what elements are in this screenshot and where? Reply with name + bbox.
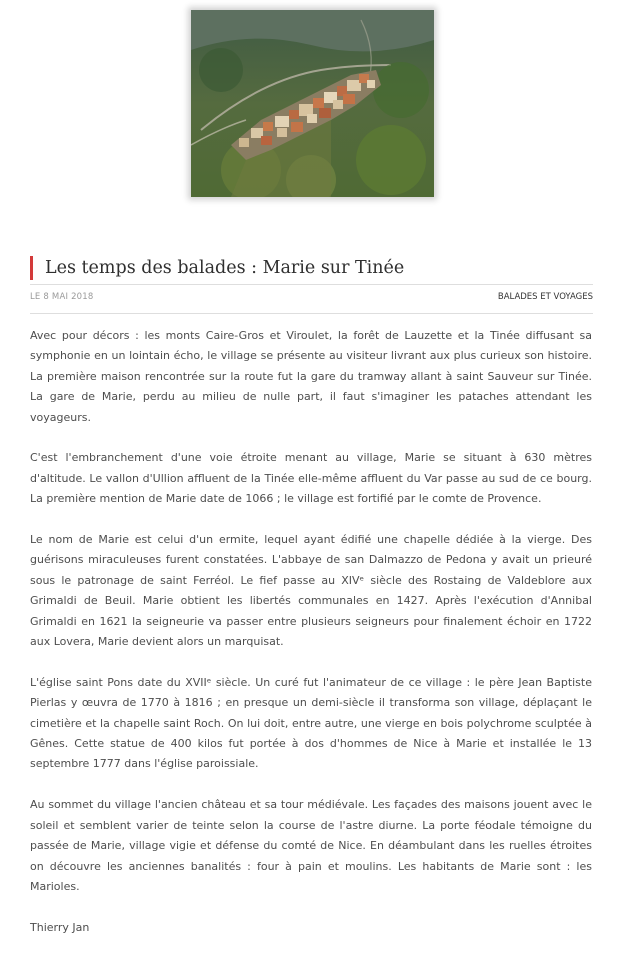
article-meta bbox=[30, 285, 593, 309]
paragraph: L'église saint Pons date du XVIIᵉ siècle. Un curé fut l'animateur de ce village : le père Jean Baptiste Pierlas y œuvra de 1770 à 1816 ; en presque un demi-siècle il transforma son village, déplaçant le cimetière et la chapelle saint Roch. On lui doit, entre autre, une vierge en bois polychrome sculptée à Gênes. Cette statue de 400 kilos fut portée à dos d'hommes de Nice à Marie et installée le 13 septembre 1777 dans l'église paroissiale. bbox=[30, 675, 592, 771]
hero-image-frame bbox=[191, 10, 434, 197]
paragraph: C'est l'embranchement d'une voie étroite menant au village, Marie se situant à 630 mètres d'altitude. Le vallon d'Ullion affluent de la Tinée elle-même affluent du Var passe au sud de ce bourg. La première mention de Marie date de 1066 ; le village est fortifié par le comte de Provence. bbox=[30, 451, 592, 506]
author-signature: Thierry Jan bbox=[30, 920, 90, 934]
paragraph: Au sommet du village l'ancien château et sa tour médiévale. Les façades des maisons jouent avec le soleil et semblent varier de teinte selon la course de l'astre diurne. La porte féodale témoigne du passée de Marie, village vigie et défense du comté de Nice. En déambulant dans les ruelles étroites on découvre les anciennes banalités : four à pain et moulins. Les habitants de Marie sont : les Marioles. bbox=[30, 798, 592, 893]
article-body bbox=[30, 326, 592, 959]
article-title[interactable]: Les temps des balades : Marie sur Tinée bbox=[45, 258, 405, 278]
paragraph: Le nom de Marie est celui d'un ermite, lequel ayant édifié une chapelle dédiée à la vierge. Des guérisons miraculeuses furent constatées. L'abbaye de san Dalmazzo de Pedona y avait un prieuré sous le patronage de saint Ferréol. Le fief passe au XIVᵉ siècle des Rostaing de Valdeblore aux Grimaldi de Beuil. Marie obtient les libertés communales en 1427. Après l'exécution d'Annibal Grimaldi en 1621 la seigneurie va passer entre plusieurs seigneurs pour finalement échoir en 1722 aux Lovera, Marie devient alors un marquisat. bbox=[30, 533, 592, 649]
publish-date: LE 8 MAI 2018 bbox=[30, 292, 94, 302]
title-row bbox=[30, 256, 593, 280]
article-header bbox=[30, 256, 593, 314]
village-aerial-photo bbox=[191, 10, 434, 197]
category-link[interactable]: BALADES ET VOYAGES bbox=[497, 292, 593, 302]
meta-divider bbox=[30, 313, 593, 314]
paragraph: Avec pour décors : les monts Caire-Gros et Viroulet, la forêt de Lauzette et la Tinée diffusant sa symphonie en un lointain écho, le village se présente au visiteur livrant aux plus curieux son histoire. La première maison rencontrée sur la route fut la gare du tramway allant à saint Sauveur sur Tinée. La gare de Marie, perdu au milieu de nulle part, il faut s'imaginer les pataches attendant les voyageurs. bbox=[30, 329, 592, 424]
